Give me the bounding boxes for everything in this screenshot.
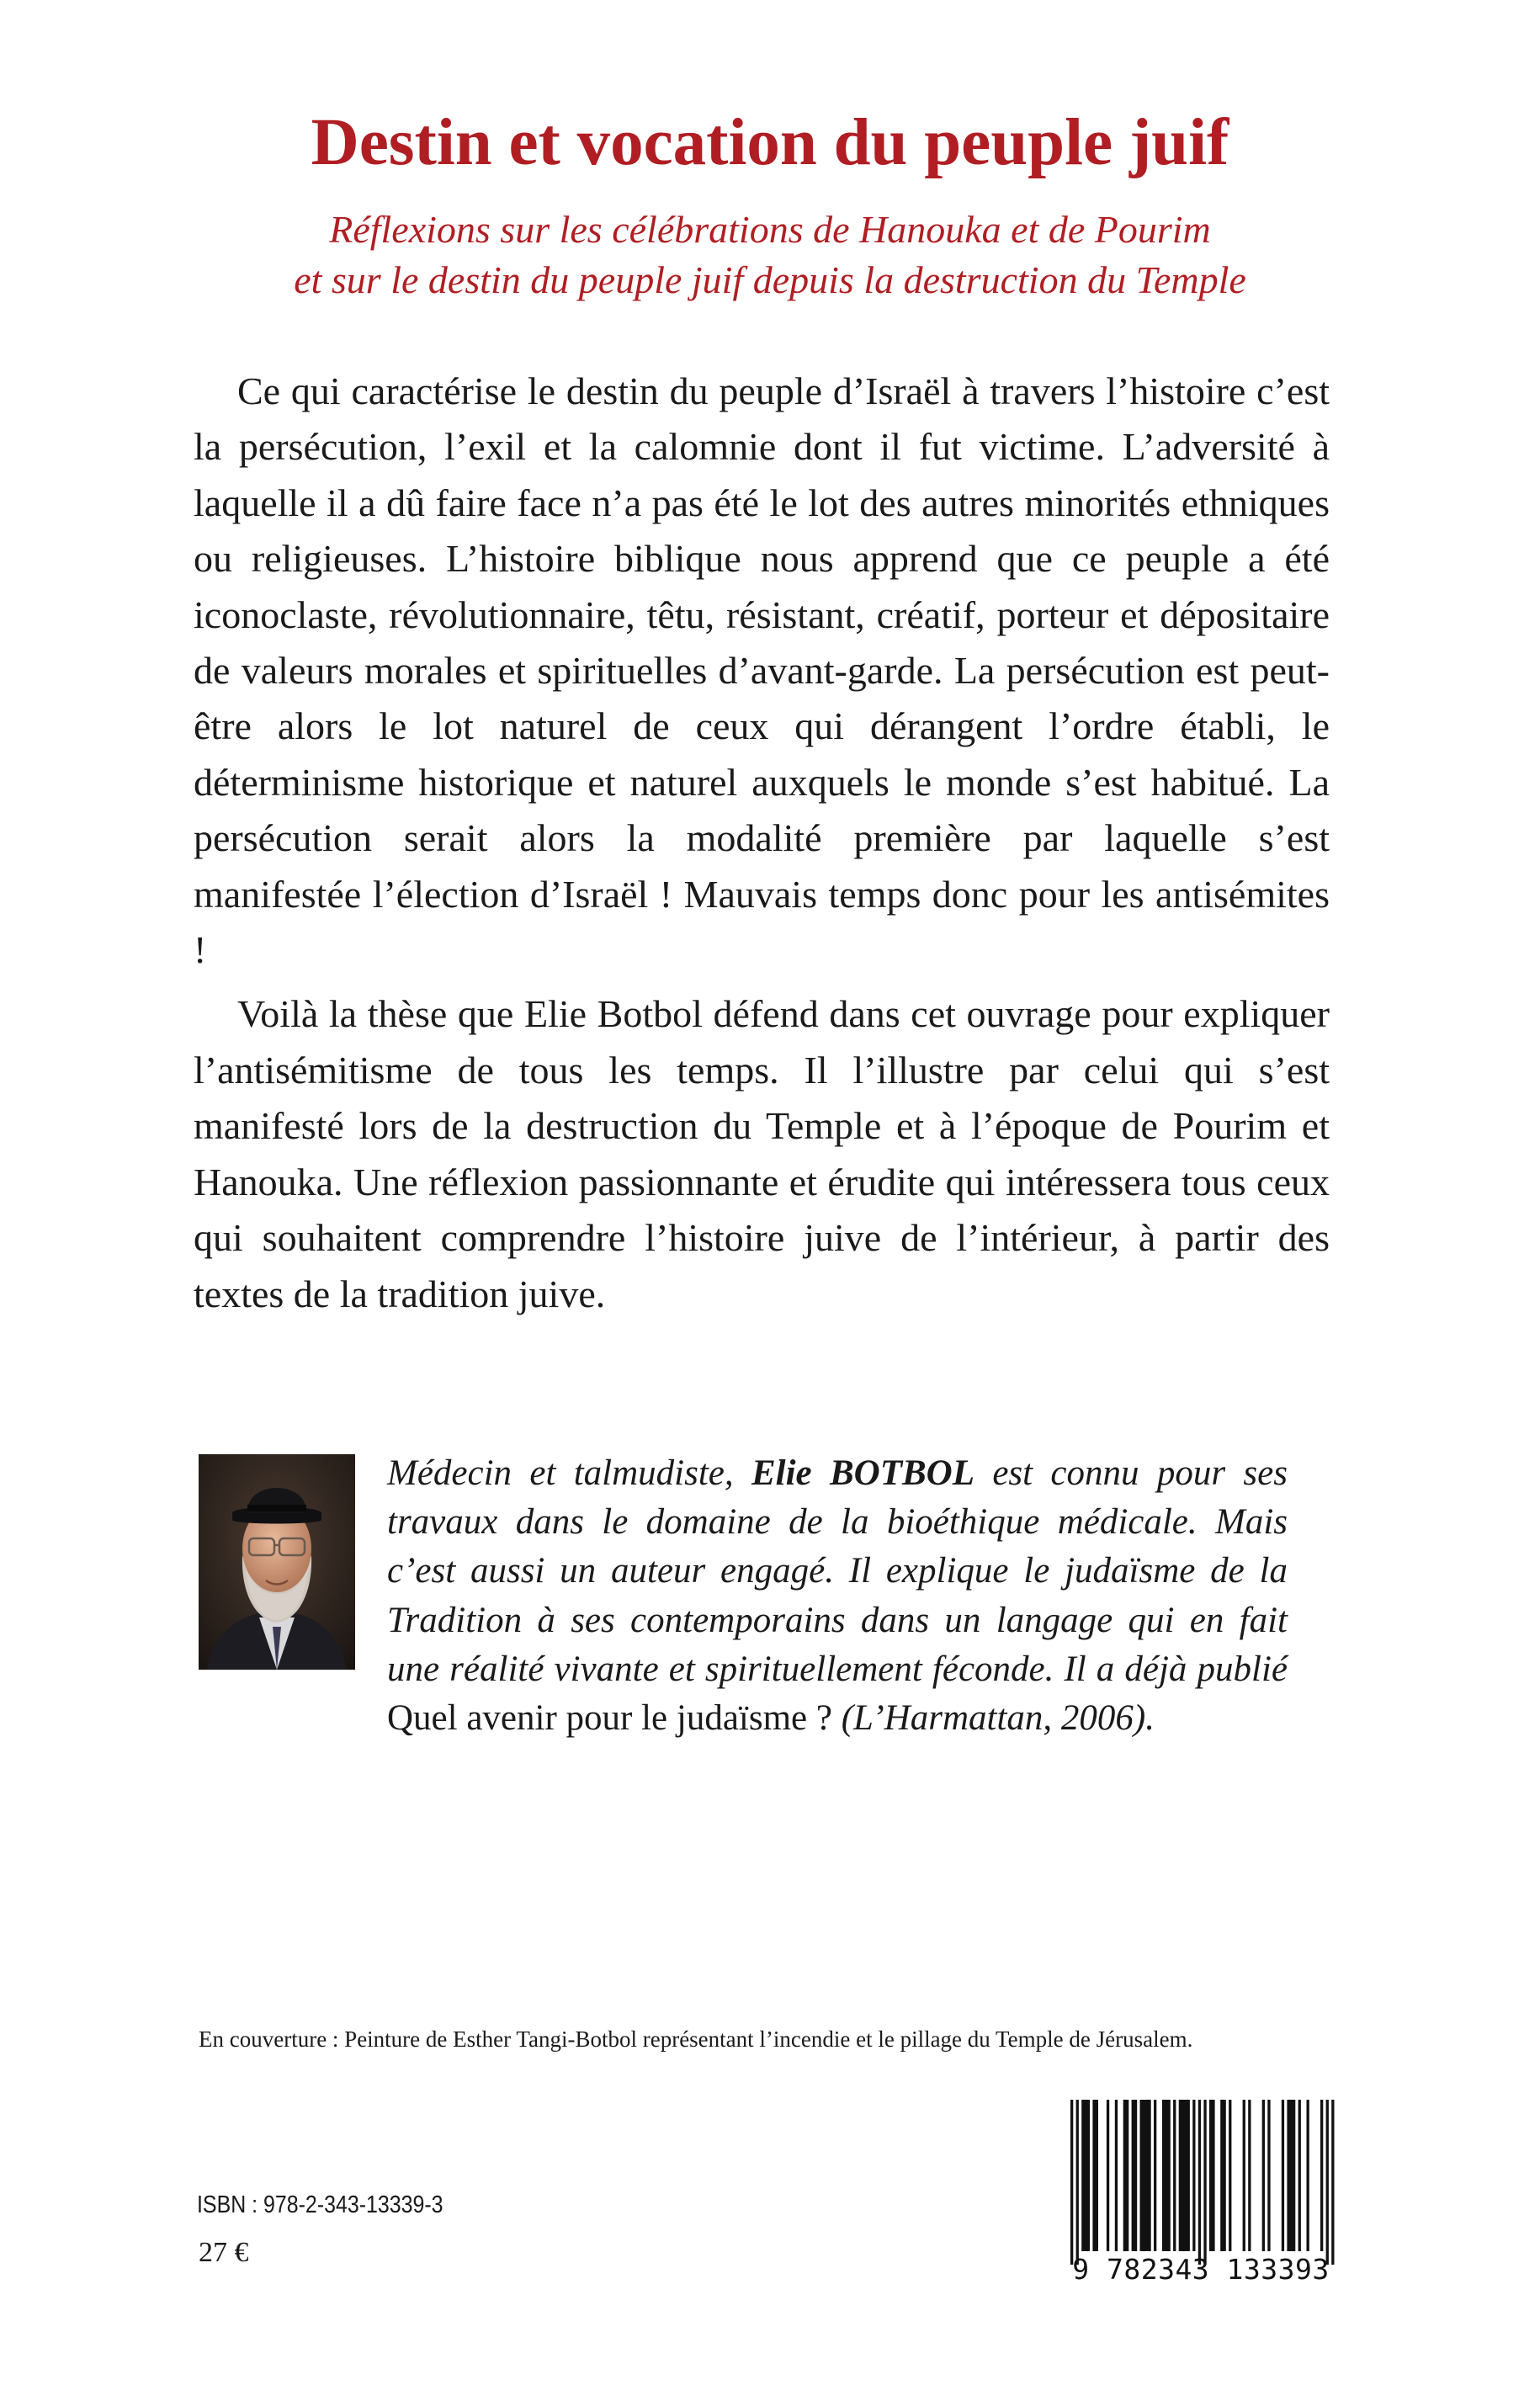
barcode-bar	[1229, 2100, 1231, 2251]
blurb-paragraph-2: Voilà la thèse que Elie Botbol défend dans cet ouvrage pour expliquer l’antisémitisme de tous les temps. Il l’illustre par celui qui s’est manifesté lors de la destruction du Temple et à l’époque de Pourim et Hanouka. Une réflexion passionnante et érudite qui intéressera tous ceux qui souhaitent comprendre l’histoire juive de l’intérieur, à partir des textes de la tradition juive.	[194, 992, 1330, 1315]
barcode-bar	[1248, 2100, 1251, 2251]
barcode-bar	[1132, 2100, 1138, 2251]
barcode-bar	[1076, 2100, 1079, 2265]
barcode-bar	[1140, 2100, 1151, 2251]
author-bio	[387, 1449, 1288, 1743]
barcode-bar	[1070, 2100, 1073, 2265]
barcode-bar	[1326, 2100, 1329, 2265]
barcode-bar	[1123, 2100, 1129, 2251]
isbn: ISBN : 978-2-343-13339-3	[197, 2191, 443, 2218]
author-name: Elie BOTBOL	[751, 1453, 974, 1493]
bio-body: est connu pour ses travaux dans le domaine de la bioéthique médicale. Mais c’est aussi un auteur engagé. Il explique le judaïsme de la Tradition à ses contemporains dans un langage qui en fait une réalité vivante et spirituellement féconde. Il a déjà publié	[387, 1453, 1288, 1689]
barcode-bar	[1154, 2100, 1156, 2251]
barcode-bar	[1307, 2100, 1309, 2251]
back-cover-blurb	[194, 364, 1330, 1322]
barcode-digits: 9 782343 133393	[1072, 2253, 1330, 2286]
blurb-paragraph-1: Ce qui caractérise le destin du peuple d’Israël à travers l’histoire c’est la persécution, l’exil et la calomnie dont il fut victime. L’adversité à laquelle il a dû faire face n’a pas été le lot des autres minorités ethniques ou religieuses. L’histoire biblique nous apprend que ce peuple a été iconoclaste, révolutionnaire, têtu, résistant, créatif, porteur et dépositaire de valeurs morales et spirituelles d’avant-garde. La persécution est peut-être alors le lot naturel de ceux qui dérangent l’ordre établi, le déterminisme historique et naturel auxquels le monde s’est habitué. La persécution serait alors la modalité première par laquelle s’est manifestée l’élection d’Israël ! Mauvais temps donc pour les antisémites !	[194, 369, 1330, 972]
barcode-bar	[1203, 2100, 1206, 2265]
bio-publisher: (L’Harmattan, 2006).	[831, 1698, 1155, 1739]
subtitle-line-2: et sur le destin du peuple juif depuis la destruction du Temple	[294, 258, 1246, 301]
barcode-bar	[1298, 2100, 1301, 2251]
author-photo	[199, 1454, 355, 1670]
cover-credit: En couverture : Peinture de Esther Tangi-Botbol représentant l’incendie et le pillage du Temple de Jérusalem.	[199, 2026, 1193, 2052]
barcode-bar	[1209, 2100, 1215, 2251]
price: 27 €	[199, 2237, 249, 2268]
book-title: Destin et vocation du peuple juif	[311, 106, 1229, 179]
barcode-bar	[1331, 2100, 1334, 2265]
barcode-bar	[1179, 2100, 1190, 2251]
barcode-bar	[1262, 2100, 1265, 2251]
barcode-bar	[1092, 2100, 1098, 2251]
barcode-bar	[1287, 2100, 1295, 2251]
subtitle-line-1: Réflexions sur les célébrations de Hanouka et de Pourim	[329, 208, 1211, 251]
previous-book-title: Quel avenir pour le judaïsme ?	[387, 1698, 832, 1739]
barcode-bar	[1115, 2100, 1118, 2251]
barcode-bar	[1198, 2100, 1201, 2265]
barcode-bar	[1081, 2100, 1090, 2251]
barcode-bar	[1220, 2100, 1226, 2251]
barcode-bar	[1267, 2100, 1270, 2251]
barcode-bar	[1162, 2100, 1171, 2251]
bio-intro: Médecin et talmudiste,	[387, 1453, 751, 1493]
barcode-bar	[1243, 2100, 1245, 2251]
barcode-bar	[1192, 2100, 1195, 2251]
barcode-bar	[1320, 2100, 1323, 2251]
barcode-bar	[1107, 2100, 1109, 2251]
barcode-bar	[1173, 2100, 1176, 2251]
barcode-bar	[1282, 2100, 1284, 2251]
